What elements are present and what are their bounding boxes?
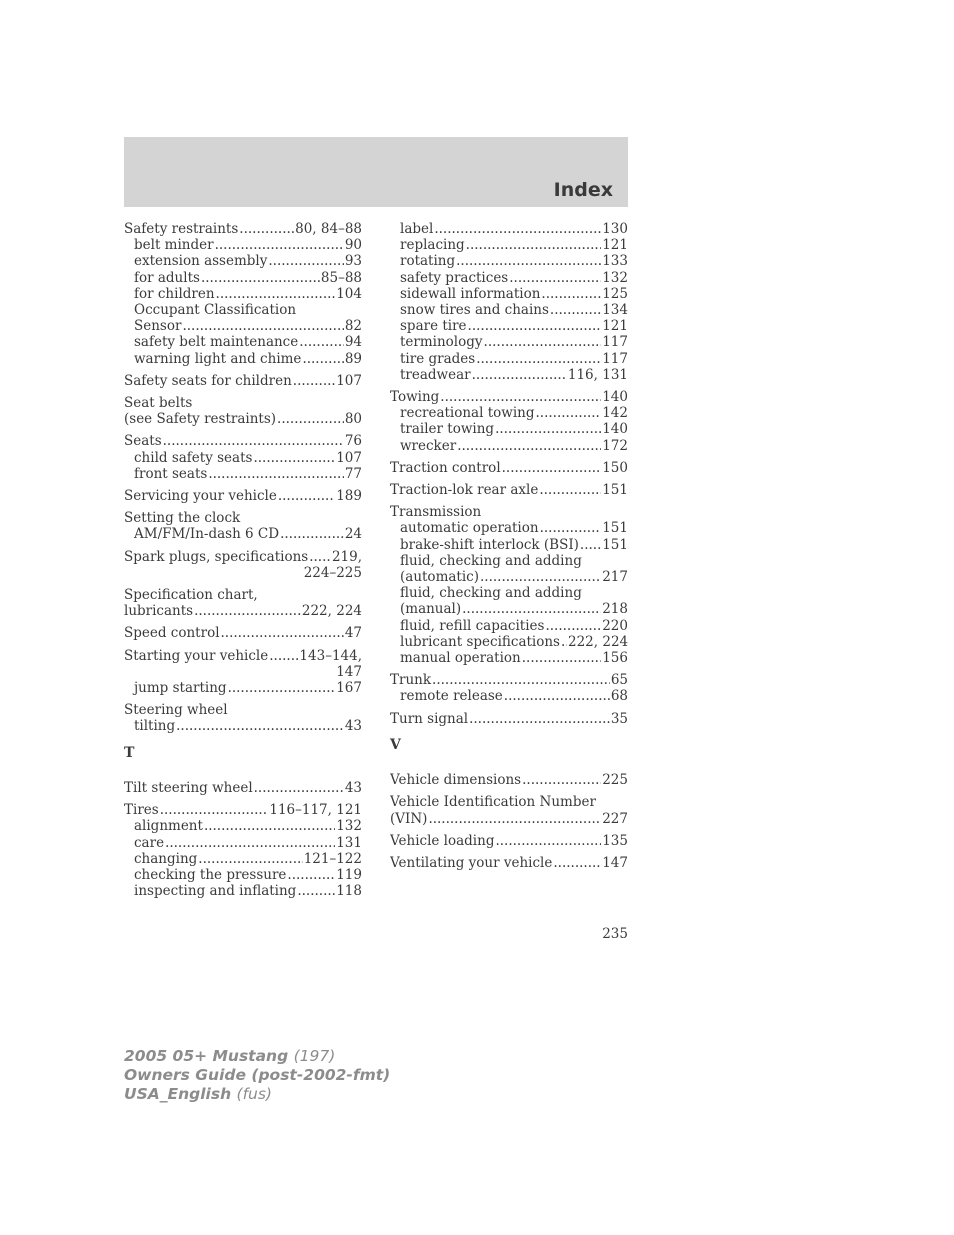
index-term: Sensor	[134, 318, 182, 335]
dot-leader	[215, 237, 344, 253]
index-entry	[124, 802, 362, 899]
index-entry	[124, 433, 362, 482]
index-entry-line	[124, 648, 362, 664]
dot-leader	[204, 818, 335, 834]
page-ref: 107	[336, 372, 362, 389]
index-term: Turn signal	[390, 710, 469, 727]
index-entry-line	[390, 811, 628, 827]
dot-leader	[457, 438, 601, 454]
index-term: for children	[134, 285, 215, 302]
index-subentry-line	[390, 688, 628, 704]
page-ref: 82	[344, 318, 362, 335]
page-ref: 134	[602, 302, 628, 319]
dot-leader	[466, 237, 602, 253]
page-ref: 47	[344, 625, 362, 642]
index-entry-line	[124, 603, 362, 619]
index-term: Traction control	[390, 459, 501, 476]
index-term: Tires	[124, 802, 159, 819]
page-ref: 227	[602, 810, 628, 827]
index-entry-line	[124, 488, 362, 504]
document-footer	[124, 1047, 390, 1104]
dot-leader	[194, 603, 301, 619]
page-ref: 121–122	[303, 850, 362, 867]
index-term: front seats	[134, 465, 208, 482]
index-term: Vehicle Identification Number	[390, 794, 596, 811]
dot-leader	[495, 421, 601, 437]
index-term: changing	[134, 850, 198, 867]
index-subentry-line	[124, 318, 362, 334]
index-entry-line	[124, 549, 362, 565]
index-letter-heading: T	[124, 744, 135, 761]
index-term: Specification chart,	[124, 587, 258, 604]
page-ref: 222, 224	[568, 633, 628, 650]
index-entry-line	[124, 510, 362, 526]
index-entry-line	[124, 664, 362, 680]
index-term: alignment	[134, 818, 203, 835]
index-term: tire grades	[400, 350, 476, 367]
page-ref: 116–117, 121	[269, 802, 362, 819]
index-term: inspecting and inflating	[134, 883, 297, 900]
footer-language: USA_English	[124, 1085, 232, 1103]
index-subentry-line	[124, 718, 362, 734]
dot-leader	[539, 482, 601, 498]
page-ref: 118	[336, 883, 362, 900]
dot-leader	[278, 488, 335, 504]
dot-leader	[440, 389, 601, 405]
page-ref: 94	[344, 334, 362, 351]
index-term: checking the pressure	[134, 866, 287, 883]
index-term: tilting	[134, 718, 176, 735]
footer-guide: Owners Guide (post-2002-fmt)	[124, 1066, 391, 1084]
page-ref: 218	[602, 601, 628, 618]
dot-leader	[309, 549, 331, 565]
dot-leader	[287, 867, 335, 883]
index-entry	[390, 794, 628, 826]
index-subentry-line	[124, 237, 362, 253]
dot-leader	[268, 253, 343, 269]
index-subentry-line	[390, 634, 628, 650]
page-ref: 151	[602, 520, 628, 537]
index-term: AM/FM/In-dash 6 CD	[134, 526, 280, 543]
dot-leader	[280, 526, 344, 542]
page-ref: 76	[344, 433, 362, 450]
footer-line-3	[124, 1085, 390, 1104]
index-entry	[390, 855, 628, 871]
index-term: manual operation	[400, 650, 521, 667]
dot-leader	[468, 318, 602, 334]
index-entry-line	[390, 672, 628, 688]
dot-leader	[165, 835, 335, 851]
index-term: extension assembly	[134, 253, 268, 270]
index-entry	[390, 504, 628, 666]
index-entry	[124, 648, 362, 697]
page-ref: 143–144,	[299, 647, 362, 664]
dot-leader	[480, 569, 601, 585]
index-entry	[124, 221, 362, 367]
index-term: (automatic)	[400, 569, 479, 586]
index-term: spare tire	[400, 318, 467, 335]
page-ref: 121	[602, 237, 628, 254]
dot-leader	[434, 221, 601, 237]
page-ref: 219,	[331, 548, 362, 565]
index-subentry-line	[390, 438, 628, 454]
index-column-left	[124, 221, 362, 905]
index-term: Vehicle loading	[390, 832, 495, 849]
index-term: fluid, refill capacities	[400, 617, 545, 634]
dot-leader	[553, 855, 601, 871]
dot-leader	[476, 351, 601, 367]
dot-leader	[428, 811, 601, 827]
index-entry-line	[124, 433, 362, 449]
index-term: Seat belts	[124, 395, 193, 412]
page-ref: 93	[344, 253, 362, 270]
index-term: rotating	[400, 253, 456, 270]
index-entry-line	[390, 794, 628, 810]
dot-leader	[216, 286, 336, 302]
page-ref: 68	[610, 688, 628, 705]
index-term: Steering wheel	[124, 702, 228, 719]
page-ref: 85–88	[320, 269, 362, 286]
page-ref: 147	[602, 854, 628, 871]
page-ref: 132	[602, 269, 628, 286]
index-term: fluid, checking and adding	[400, 585, 582, 602]
index-subentry-line	[390, 334, 628, 350]
page-ref: 24	[344, 526, 362, 543]
page-ref: 220	[602, 617, 628, 634]
index-entry	[390, 460, 628, 476]
page-ref: 77	[344, 465, 362, 482]
index-subentry-line	[124, 270, 362, 286]
index-term: warning light and chime	[134, 350, 302, 367]
index-term: for adults	[134, 269, 200, 286]
dot-leader	[502, 460, 602, 476]
page-ref: 116, 131	[567, 366, 628, 383]
index-entry	[124, 780, 362, 796]
index-term: terminology	[400, 334, 483, 351]
index-entry-line	[124, 802, 362, 818]
page-ref: 133	[602, 253, 628, 270]
index-subentry-line	[124, 334, 362, 350]
index-entry	[390, 672, 628, 704]
index-term: Towing	[390, 389, 440, 406]
index-subentry-line	[390, 553, 628, 569]
page-ref: 80, 84–88	[295, 221, 362, 237]
index-term: Safety restraints	[124, 221, 239, 237]
index-term: treadwear	[400, 366, 471, 383]
index-term: (VIN)	[390, 810, 428, 827]
index-subentry-line	[390, 601, 628, 617]
page-ref: 130	[602, 221, 628, 237]
index-subentry-line	[390, 585, 628, 601]
index-entry-line	[390, 833, 628, 849]
page-ref: 225	[602, 772, 628, 789]
index-subentry-line	[390, 520, 628, 536]
index-entry-line	[124, 373, 362, 389]
page-ref: 224–225	[303, 564, 362, 581]
index-entry-line	[124, 565, 362, 581]
page-ref: 140	[602, 421, 628, 438]
page-ref: 117	[602, 350, 628, 367]
dot-leader	[221, 625, 344, 641]
dot-leader	[163, 433, 344, 449]
index-term: child safety seats	[134, 449, 253, 466]
page-ref: 189	[336, 488, 362, 505]
dot-leader	[277, 411, 344, 427]
index-term: Tilt steering wheel	[124, 779, 253, 796]
index-term: Traction-lok rear axle	[390, 482, 539, 499]
dot-leader	[495, 833, 601, 849]
index-term: trailer towing	[400, 421, 495, 438]
index-entry	[390, 711, 628, 727]
dot-leader	[456, 253, 601, 269]
footer-line-2	[124, 1066, 390, 1085]
page-ref: 156	[602, 650, 628, 667]
index-entry	[124, 625, 362, 641]
dot-leader	[160, 802, 269, 818]
index-term: sidewall information	[400, 285, 541, 302]
page-ref: 43	[344, 779, 362, 796]
index-term: Spark plugs, specifications	[124, 548, 309, 565]
dot-leader	[201, 270, 320, 286]
index-entry-line	[390, 460, 628, 476]
index-term: lubricant specifications	[400, 633, 560, 650]
index-column-right	[390, 221, 628, 877]
dot-leader	[176, 718, 344, 734]
index-term: label	[400, 221, 434, 237]
dot-leader	[239, 221, 294, 237]
index-entry-line	[390, 482, 628, 498]
dot-leader	[504, 688, 610, 704]
index-term: Starting your vehicle	[124, 647, 269, 664]
index-entry-line	[124, 411, 362, 427]
page-number: 235	[602, 926, 628, 942]
index-entry-line	[124, 395, 362, 411]
dot-leader	[472, 367, 567, 383]
dot-leader	[550, 302, 601, 318]
page-ref: 142	[602, 405, 628, 422]
index-entry	[390, 482, 628, 498]
index-subentry-line	[390, 302, 628, 318]
page-ref: 150	[602, 459, 628, 476]
page-ref: 135	[602, 832, 628, 849]
section-header	[124, 137, 628, 207]
index-term: wrecker	[400, 437, 457, 454]
index-subentry-line	[390, 405, 628, 421]
index-subentry-line	[390, 351, 628, 367]
index-entry-line	[124, 625, 362, 641]
page-ref: 151	[602, 536, 628, 553]
index-subentry-line	[124, 867, 362, 883]
index-entry-line	[390, 504, 628, 520]
index-term: (see Safety restraints)	[124, 411, 277, 428]
index-subentry-line	[124, 466, 362, 482]
dot-leader	[561, 634, 567, 650]
index-entry	[390, 221, 628, 383]
index-term: (manual)	[400, 601, 462, 618]
page-ref: 43	[344, 718, 362, 735]
index-subentry-line	[390, 367, 628, 383]
index-subentry-line	[390, 618, 628, 634]
index-entry	[124, 510, 362, 542]
index-entry	[390, 389, 628, 454]
index-term: automatic operation	[400, 520, 539, 537]
page-ref: 147	[336, 663, 362, 680]
index-term: belt minder	[134, 237, 214, 254]
footer-language-code: (fus)	[236, 1085, 272, 1103]
footer-model-code: (197)	[293, 1047, 336, 1065]
index-entry	[124, 702, 362, 734]
dot-leader	[522, 650, 601, 666]
index-term: Speed control	[124, 625, 220, 642]
dot-leader	[302, 351, 343, 367]
index-subentry-line	[390, 221, 628, 237]
index-entry	[124, 587, 362, 619]
dot-leader	[522, 772, 601, 788]
footer-model: 2005 05+ Mustang	[124, 1047, 289, 1065]
page-ref: 35	[610, 710, 628, 727]
index-subentry-line	[390, 270, 628, 286]
index-term: brake-shift interlock (BSI)	[400, 536, 579, 553]
page-ref: 119	[336, 866, 362, 883]
index-subentry-line	[124, 253, 362, 269]
dot-leader	[469, 711, 610, 727]
page-ref: 104	[336, 285, 362, 302]
dot-leader	[269, 648, 298, 664]
dot-leader	[297, 883, 335, 899]
index-entry	[124, 488, 362, 504]
index-term: Safety seats for children	[124, 372, 292, 389]
index-entry	[124, 373, 362, 389]
page-ref: 140	[602, 389, 628, 406]
index-term: Setting the clock	[124, 510, 241, 527]
index-term: Ventilating your vehicle	[390, 854, 553, 871]
index-entry	[390, 772, 628, 788]
footer-line-1	[124, 1047, 390, 1066]
index-subentry-line	[124, 351, 362, 367]
index-entry	[390, 833, 628, 849]
index-term: Transmission	[390, 504, 482, 521]
index-subentry-line	[390, 286, 628, 302]
dot-leader	[432, 672, 610, 688]
index-term: jump starting	[134, 680, 227, 697]
index-subentry-line	[390, 421, 628, 437]
section-title: Index	[553, 179, 613, 201]
index-term: lubricants	[124, 603, 194, 620]
dot-leader	[228, 680, 336, 696]
page-ref: 80	[344, 411, 362, 428]
index-entry-line	[124, 702, 362, 718]
index-term: Seats	[124, 433, 162, 450]
dot-leader	[253, 450, 335, 466]
index-subentry-line	[124, 680, 362, 696]
index-subentry-line	[390, 569, 628, 585]
dot-leader	[484, 334, 602, 350]
index-subentry-line	[124, 450, 362, 466]
page-ref: 90	[344, 237, 362, 254]
page-ref: 172	[602, 437, 628, 454]
index-term: snow tires and chains	[400, 302, 549, 319]
index-term: Trunk	[390, 672, 432, 689]
page-ref: 89	[344, 350, 362, 367]
dot-leader	[541, 286, 601, 302]
index-letter-heading: V	[390, 736, 401, 753]
page-ref: 132	[336, 818, 362, 835]
dot-leader	[293, 373, 335, 389]
page-ref: 131	[336, 834, 362, 851]
dot-leader	[208, 466, 344, 482]
index-term: safety practices	[400, 269, 509, 286]
index-term: recreational towing	[400, 405, 535, 422]
index-term: Servicing your vehicle	[124, 488, 277, 505]
index-subentry-line	[124, 883, 362, 899]
index-term: replacing	[400, 237, 465, 254]
dot-leader	[182, 318, 343, 334]
index-subentry-line	[390, 650, 628, 666]
index-term: fluid, checking and adding	[400, 552, 582, 569]
index-subentry-line	[124, 851, 362, 867]
dot-leader	[299, 334, 344, 350]
index-subentry-line	[124, 818, 362, 834]
index-entry-line	[390, 389, 628, 405]
page-ref: 125	[602, 285, 628, 302]
dot-leader	[198, 851, 302, 867]
dot-leader	[254, 780, 344, 796]
index-term: Vehicle dimensions	[390, 772, 522, 789]
index-subentry-line	[390, 318, 628, 334]
page-ref: 65	[610, 672, 628, 689]
page-ref: 117	[602, 334, 628, 351]
index-subentry-line	[390, 537, 628, 553]
index-term: safety belt maintenance	[134, 334, 299, 351]
index-entry-line	[390, 711, 628, 727]
index-term: remote release	[400, 688, 503, 705]
index-subentry-line	[124, 286, 362, 302]
dot-leader	[462, 601, 601, 617]
index-entry-line	[390, 772, 628, 788]
dot-leader	[540, 520, 602, 536]
index-entry-line	[124, 587, 362, 603]
index-entry-line	[124, 221, 362, 237]
index-subentry-line	[124, 302, 362, 318]
page-ref: 151	[602, 482, 628, 499]
dot-leader	[545, 618, 601, 634]
dot-leader	[580, 537, 601, 553]
page-ref: 107	[336, 449, 362, 466]
page-ref: 222, 224	[301, 603, 362, 620]
index-subentry-line	[124, 526, 362, 542]
page-ref: 167	[336, 680, 362, 697]
index-subentry-line	[124, 835, 362, 851]
index-subentry-line	[390, 237, 628, 253]
index-entry-line	[390, 855, 628, 871]
index-entry	[124, 395, 362, 427]
index-term: Occupant Classification	[134, 302, 297, 319]
page-ref: 217	[602, 569, 628, 586]
index-subentry-line	[390, 253, 628, 269]
page-ref: 121	[602, 318, 628, 335]
dot-leader	[509, 270, 601, 286]
index-entry	[124, 549, 362, 581]
index-entry-line	[124, 780, 362, 796]
dot-leader	[535, 405, 601, 421]
index-term: care	[134, 834, 165, 851]
